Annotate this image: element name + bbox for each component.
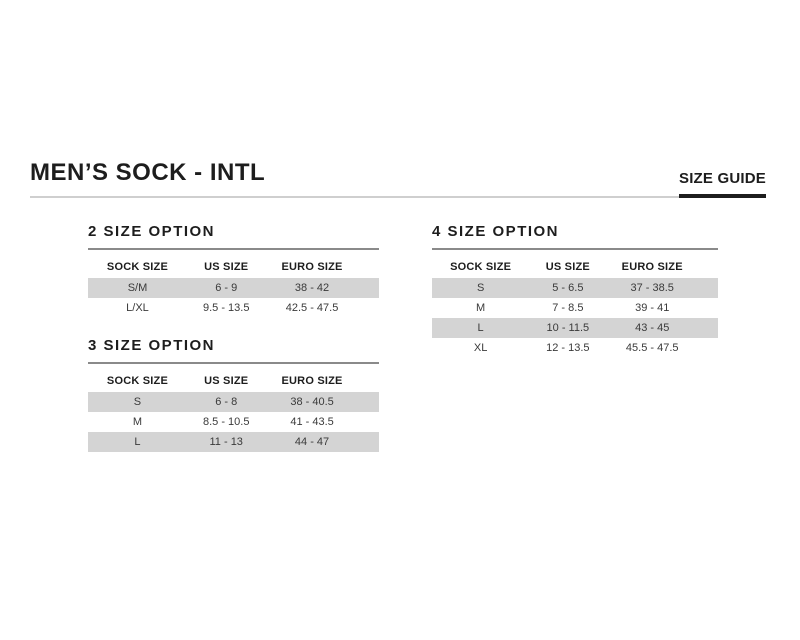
column-header-sock-size: SOCK SIZE bbox=[450, 261, 512, 273]
size-section-4-option bbox=[432, 223, 718, 358]
sock-size-cell: S bbox=[476, 282, 485, 294]
sock-size-cell: L bbox=[477, 322, 484, 334]
column-header-us-size: US SIZE bbox=[204, 375, 249, 387]
right-column bbox=[432, 223, 718, 358]
table-row bbox=[432, 338, 718, 358]
column-header-euro-size: EURO SIZE bbox=[281, 375, 343, 387]
section-title: 3 SIZE OPTION bbox=[88, 337, 379, 364]
column-header-sock-size: SOCK SIZE bbox=[106, 375, 169, 387]
sock-size-cell: M bbox=[132, 416, 143, 428]
table-row bbox=[88, 412, 379, 432]
table-row bbox=[88, 392, 379, 412]
sock-size-cell: L bbox=[134, 436, 141, 448]
sock-size-cell: S bbox=[133, 396, 142, 408]
table-row bbox=[88, 432, 379, 452]
sock-size-cell: XL bbox=[473, 342, 488, 354]
euro-size-cell: 38 - 40.5 bbox=[290, 396, 334, 408]
column-header-euro-size: EURO SIZE bbox=[281, 261, 343, 273]
us-size-cell: 11 - 13 bbox=[209, 436, 243, 448]
page-header bbox=[30, 140, 766, 198]
table-row bbox=[88, 298, 379, 318]
euro-size-cell: 41 - 43.5 bbox=[290, 416, 334, 428]
us-size-cell: 12 - 13.5 bbox=[546, 342, 590, 354]
us-size-cell: 5 - 6.5 bbox=[552, 282, 584, 294]
table-row bbox=[432, 278, 718, 298]
sock-size-cell: M bbox=[476, 302, 486, 314]
sock-size-cell: L/XL bbox=[126, 302, 149, 314]
table-row bbox=[432, 298, 718, 318]
size-guide-tab[interactable]: SIZE GUIDE bbox=[679, 171, 766, 198]
sock-size-cell: S/M bbox=[127, 282, 148, 294]
page-title: MEN’S SOCK - INTL bbox=[30, 159, 266, 186]
euro-size-cell: 43 - 45 bbox=[635, 322, 670, 334]
us-size-cell: 6 - 8 bbox=[215, 396, 238, 408]
section-title: 4 SIZE OPTION bbox=[432, 223, 718, 250]
euro-size-cell: 39 - 41 bbox=[635, 302, 670, 314]
us-size-cell: 6 - 9 bbox=[215, 282, 238, 294]
column-header-euro-size: EURO SIZE bbox=[621, 261, 683, 273]
column-header-us-size: US SIZE bbox=[204, 261, 249, 273]
euro-size-cell: 37 - 38.5 bbox=[630, 282, 674, 294]
size-section-3-option bbox=[88, 337, 379, 452]
table-header-row bbox=[432, 250, 718, 278]
section-title: 2 SIZE OPTION bbox=[88, 223, 379, 250]
euro-size-cell: 42.5 - 47.5 bbox=[285, 302, 339, 314]
table-row bbox=[88, 278, 379, 298]
us-size-cell: 9.5 - 13.5 bbox=[202, 302, 250, 314]
size-section-2-option bbox=[88, 223, 379, 318]
column-header-sock-size: SOCK SIZE bbox=[106, 261, 169, 273]
euro-size-cell: 38 - 42 bbox=[294, 282, 330, 294]
us-size-cell: 10 - 11.5 bbox=[546, 322, 590, 334]
us-size-cell: 8.5 - 10.5 bbox=[202, 416, 250, 428]
euro-size-cell: 45.5 - 47.5 bbox=[625, 342, 679, 354]
euro-size-cell: 44 - 47 bbox=[294, 436, 330, 448]
table-header-row bbox=[88, 364, 379, 392]
table-row bbox=[432, 318, 718, 338]
table-header-row bbox=[88, 250, 379, 278]
column-header-us-size: US SIZE bbox=[545, 261, 590, 273]
us-size-cell: 7 - 8.5 bbox=[552, 302, 584, 314]
left-column bbox=[88, 223, 379, 452]
